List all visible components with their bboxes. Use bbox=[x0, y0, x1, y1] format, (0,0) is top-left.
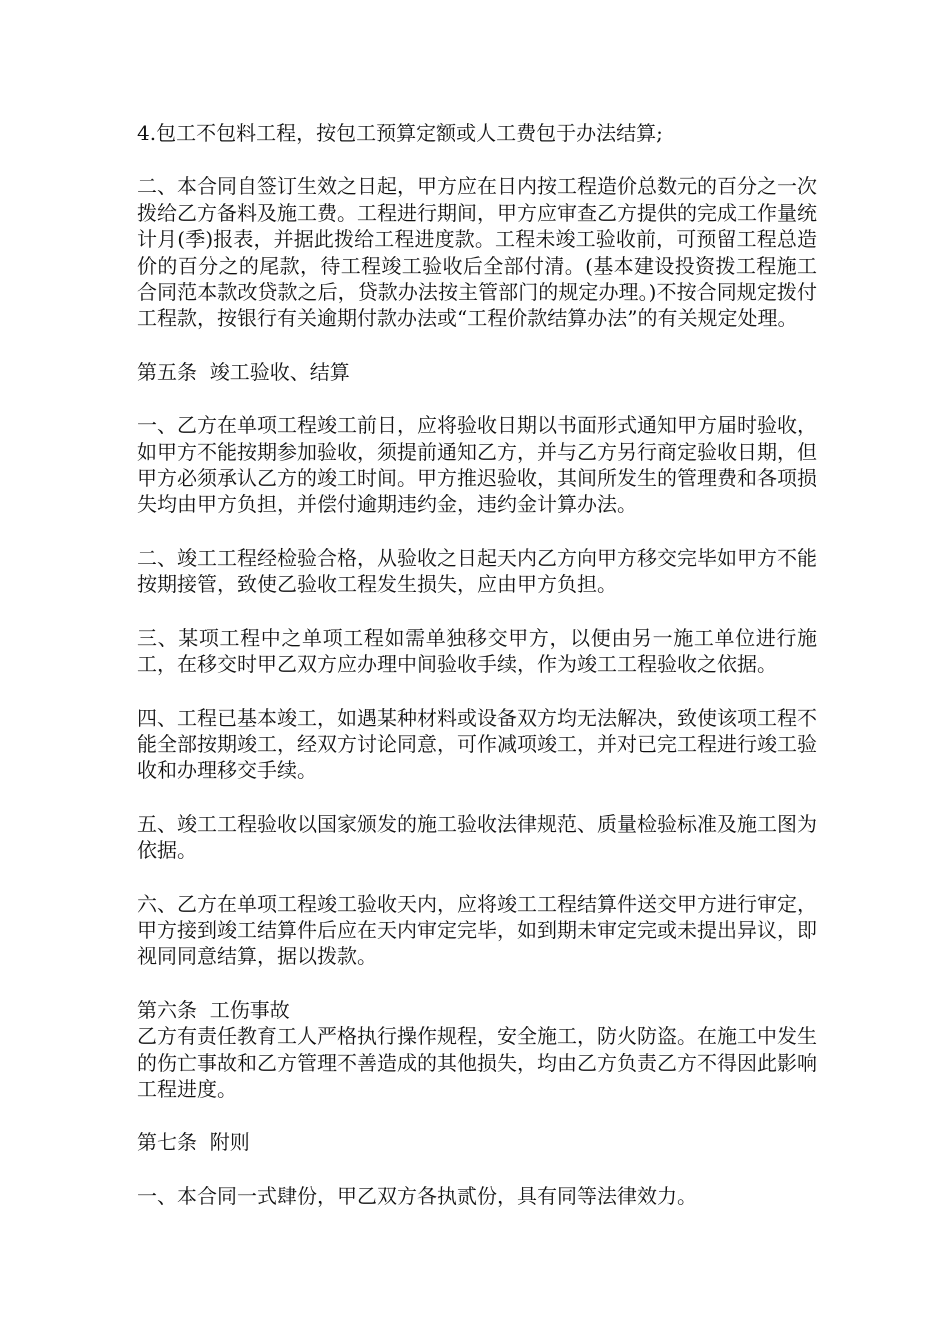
paragraph-acceptance-notice: 一、乙方在单项工程竣工前日，应将验收日期以书面形式通知甲方届时验收，如甲方不能按期参加验收，须提前通知乙方，并与乙方另行商定验收日期，但甲方必须承认乙方的竣工时间。甲方推迟验收，其间所发生的管理费和各项损失均由甲方负担，并偿付逾期违约金，违约金计算办法。 bbox=[137, 413, 817, 517]
section-heading-article-5: 第五条 竣工验收、结算 bbox=[137, 359, 350, 384]
paragraph-payment-terms: 二、本合同自签订生效之日起，甲方应在日内按工程造价总数元的百分之一次拨给乙方备料及施工费。工程进行期间，甲方应审查乙方提供的完成工作量统计月(季)报表，并据此拨给工程进度款。工程未竣工验收前，可预留工程总造价的百分之的尾款，待工程竣工验收后全部付清。(基本建设投资拨工程施工合同范本款改贷款之后，贷款办法按主管部门的规定办理。)不按合同规定拨付工程款，按银行有关逾期付款办法或“工程价款结算办法”的有关规定处理。 bbox=[137, 174, 817, 331]
paragraph-item-4-settlement: 4.包工不包料工程，按包工预算定额或人工费包于办法结算; bbox=[137, 121, 663, 145]
paragraph-copies: 一、本合同一式肆份，甲乙双方各执贰份，具有同等法律效力。 bbox=[137, 1183, 697, 1208]
paragraph-final-settlement: 六、乙方在单项工程竣工验收天内，应将竣工工程结算件送交甲方进行审定，甲方接到竣工结算件后应在天内审定完毕，如到期未审定完或未提出异议，即视同同意结算，据以拨款。 bbox=[137, 891, 817, 969]
paragraph-work-injury: 乙方有责任教育工人严格执行操作规程，安全施工，防火防盗。在施工中发生的伤亡事故和乙方管理不善造成的其他损失，均由乙方负责乙方不得因此影响工程进度。 bbox=[137, 1024, 817, 1101]
section-heading-article-6: 第六条 工伤事故 bbox=[137, 997, 290, 1022]
paragraph-acceptance-standards: 五、竣工工程验收以国家颁发的施工验收法律规范、质量检验标准及施工图为依据。 bbox=[137, 811, 817, 863]
paragraph-handover: 二、竣工工程经检验合格，从验收之日起天内乙方向甲方移交完毕如甲方不能按期接管，致使乙验收工程发生损失，应由甲方负担。 bbox=[137, 545, 817, 597]
section-heading-article-7: 第七条 附则 bbox=[137, 1130, 250, 1155]
document-page bbox=[137, 120, 817, 1209]
paragraph-partial-completion: 四、工程已基本竣工，如遇某种材料或设备双方均无法解决，致使该项工程不能全部按期竣工，经双方讨论同意，可作减项竣工，并对已完工程进行竣工验收和办理移交手续。 bbox=[137, 705, 817, 783]
paragraph-interim-handover: 三、某项工程中之单项工程如需单独移交甲方，以便由另一施工单位进行施工，在移交时甲乙双方应办理中间验收手续，作为竣工工程验收之依据。 bbox=[137, 625, 817, 677]
